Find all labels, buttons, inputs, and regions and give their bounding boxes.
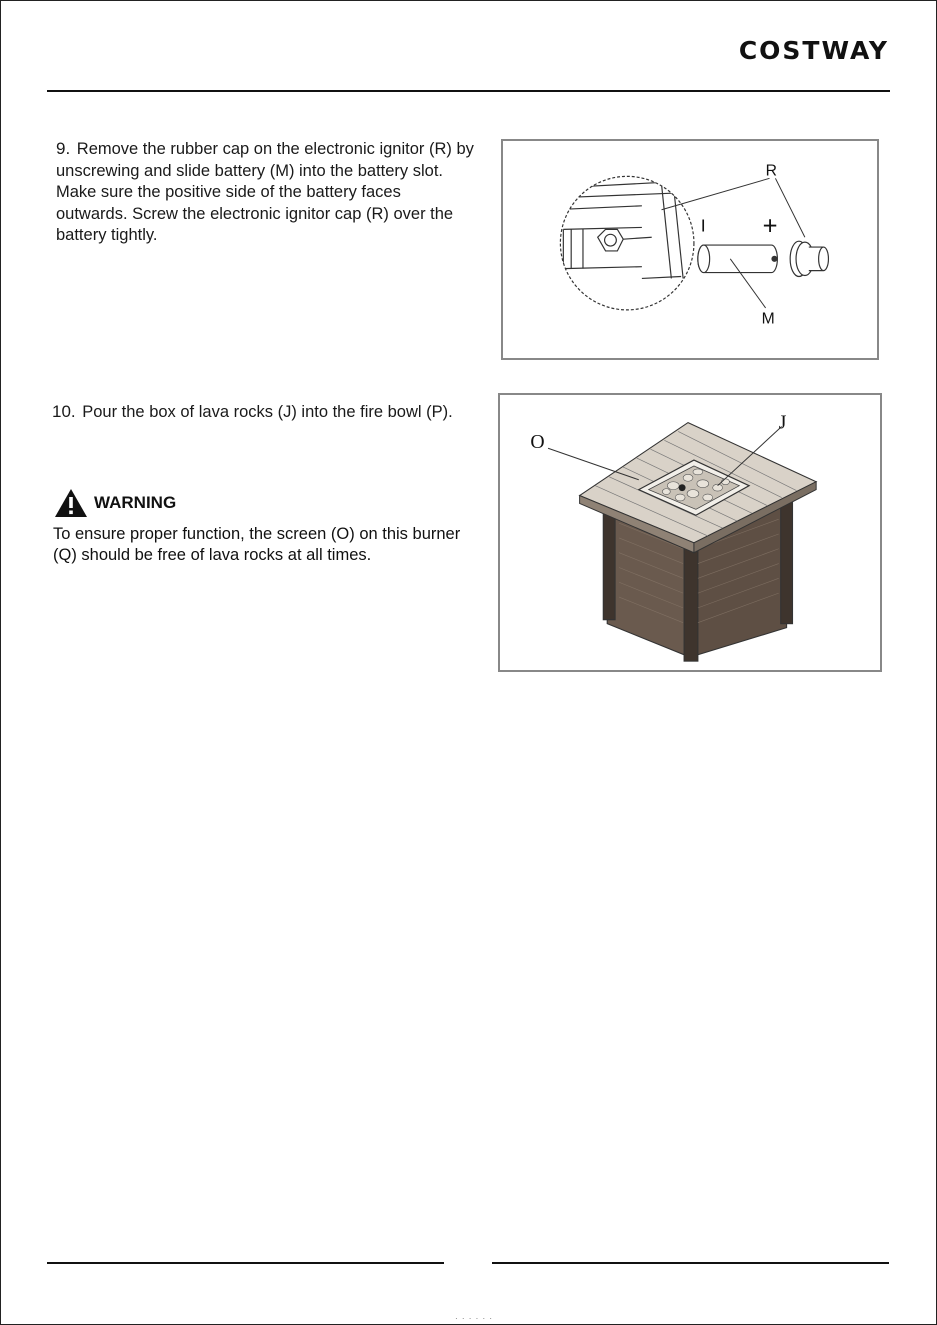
step-9-figure xyxy=(501,139,879,360)
label-r: R xyxy=(765,162,777,180)
step-9-text: Remove the rubber cap on the electronic ignitor (R) by unscrewing and slide battery (M) into the battery slot. Make sure the positive side of the battery faces outwards. Screw the electronic ignitor cap (R) over the battery tightly. xyxy=(56,140,474,244)
warning-header xyxy=(53,486,483,520)
label-j: J xyxy=(778,411,787,434)
label-o: O xyxy=(530,431,545,454)
warning-text: To ensure proper function, the screen (O) on this burner (Q) should be free of lava rocks at all times. xyxy=(53,525,461,564)
warning-title: WARNING xyxy=(94,493,177,512)
header-divider xyxy=(47,90,890,92)
label-positive: + xyxy=(762,212,778,241)
ignitor-cap-r xyxy=(790,241,828,276)
step-9-number: 9. xyxy=(56,139,71,158)
step-10-number: 10. xyxy=(52,402,76,421)
label-negative: I xyxy=(700,215,706,236)
battery-install-illustration xyxy=(503,141,877,358)
warning-block xyxy=(53,486,483,566)
label-m: M xyxy=(761,310,775,328)
step-10-instruction xyxy=(52,401,472,424)
step-9-instruction xyxy=(56,138,476,247)
step-10-text: Pour the box of lava rocks (J) into the fire bowl (P). xyxy=(82,403,453,421)
footer-divider-left xyxy=(47,1262,444,1264)
fire-table-illustration xyxy=(500,395,880,670)
footer-fragment: · · · · · · xyxy=(455,1314,494,1323)
footer-divider-right xyxy=(492,1262,889,1264)
brand-logo: COSTWAY xyxy=(738,36,889,65)
warning-triangle-icon xyxy=(53,487,89,519)
step-10-figure xyxy=(498,393,882,672)
